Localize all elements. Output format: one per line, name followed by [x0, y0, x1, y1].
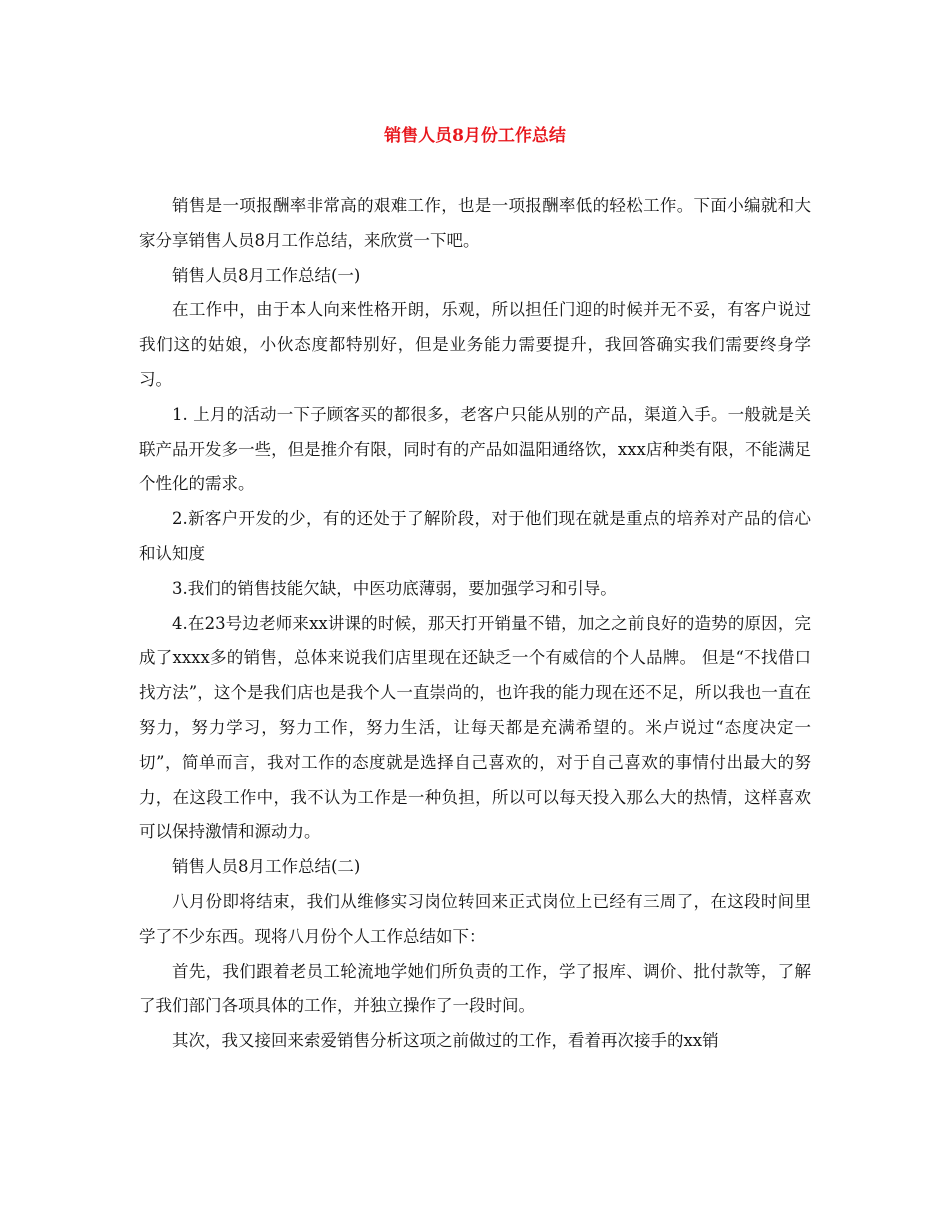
paragraph: 八月份即将结束，我们从维修实习岗位转回来正式岗位上已经有三周了，在这段时间里学了不少东西。现将八月份个人工作总结如下： [139, 891, 811, 946]
paragraph: 其次，我又接回来索爱销售分析这项之前做过的工作，看着再次接手的xx销 [172, 1031, 719, 1051]
list-item-1: 1. 上月的活动一下子顾客买的都很多，老客户只能从别的产品，渠道入手。一般就是关联产品开发多一些，但是推介有限，同时有的产品如温阳通络饮，xxx店种类有限，不能满足个性化的需求。 [139, 404, 811, 494]
paragraph-intro: 销售是一项报酬率非常高的艰难工作，也是一项报酬率低的轻松工作。下面小编就和大家分享销售人员8月工作总结，来欣赏一下吧。 [139, 196, 811, 250]
paragraph: 在工作中，由于本人向来性格开朗，乐观，所以担任门迎的时候并无不妥，有客户说过我们这的姑娘，小伙态度都特别好，但是业务能力需要提升，我回答确实我们需要终身学习。 [139, 300, 811, 389]
document-body [139, 189, 811, 1059]
document-title: 销售人员8月份工作总结 [384, 126, 566, 146]
paragraph: 首先，我们跟着老员工轮流地学她们所负责的工作，学了报库、调价、批付款等，了解了我们部门各项具体的工作，并独立操作了一段时间。 [139, 961, 811, 1016]
section-heading-1: 销售人员8月工作总结(一) [172, 265, 361, 285]
list-item-4: 4.在23号边老师来xx讲课的时候，那天打开销量不错，加之之前良好的造势的原因，完成了xxxx多的销售，总体来说我们店里现在还缺乏一个有威信的个人品牌。 但是“不找借口找方法”，这个是我们店也是我个人一直崇尚的，也许我的能力现在还不足，所以我也一直在努力，努力学习，努力工作，努力生活，让每天都是充满希望的。米卢说过“态度决定一切”，简单而言，我对工作的态度就是选择自己喜欢的，对于自己喜欢的事情付出最大的努力，在这段工作中，我不认为工作是一种负担，所以可以每天投入那么大的热情，这样喜欢可以保持激情和源动力。 [139, 613, 811, 842]
list-item-2: 2.新客户开发的少，有的还处于了解阶段，对于他们现在就是重点的培养对产品的信心和认知度 [139, 509, 811, 563]
list-item-3: 3.我们的销售技能欠缺，中医功底薄弱，要加强学习和引导。 [172, 578, 617, 598]
section-heading-2: 销售人员8月工作总结(二) [172, 857, 361, 877]
